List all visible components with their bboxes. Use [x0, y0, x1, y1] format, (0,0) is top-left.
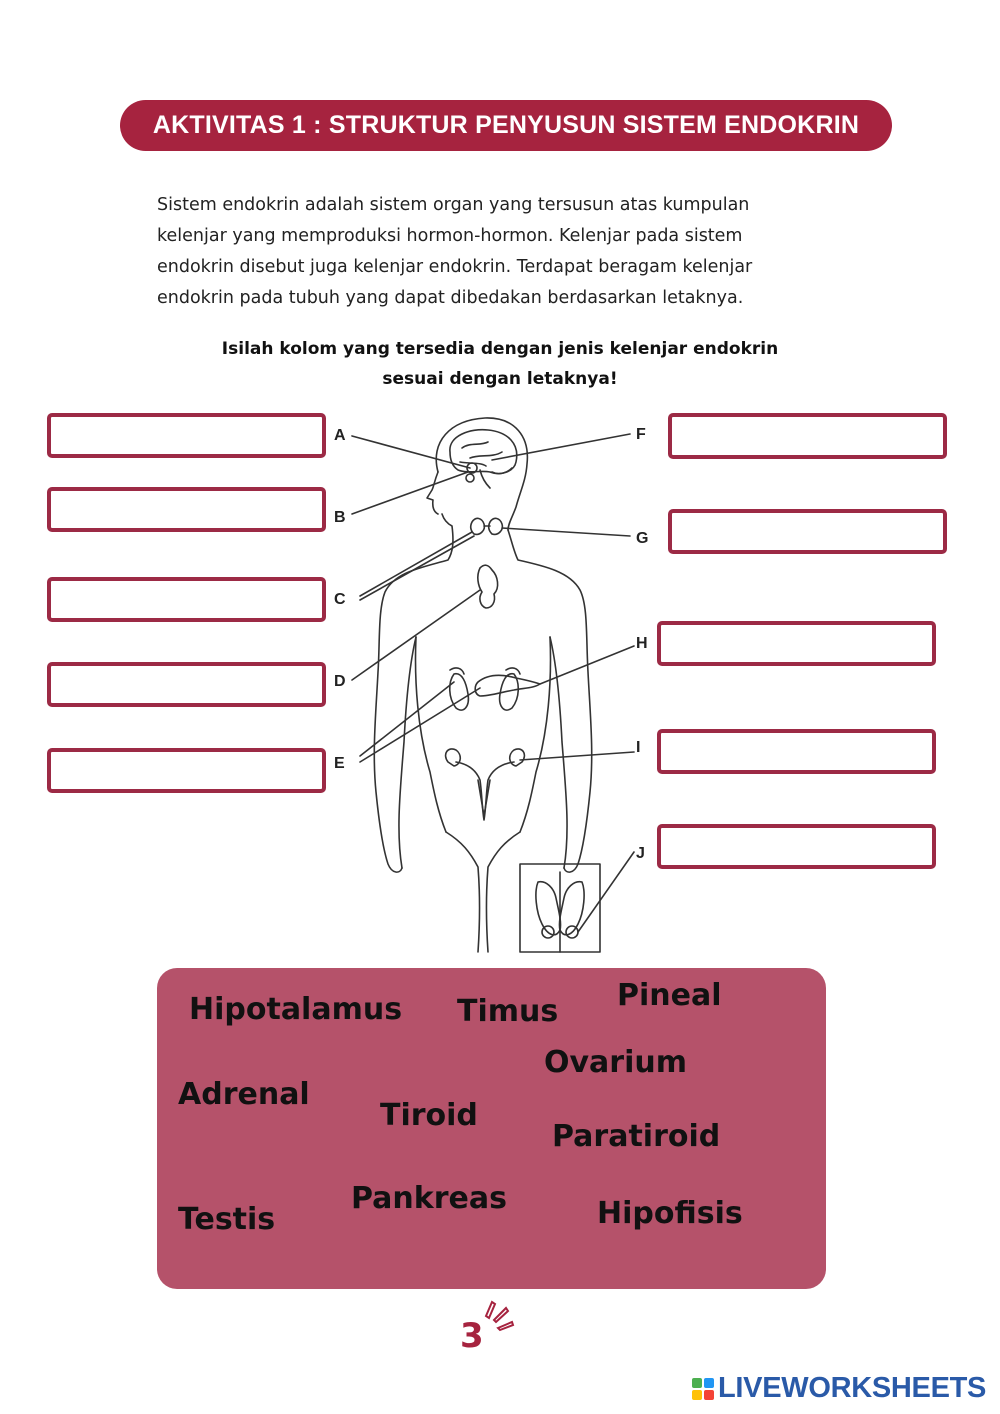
activity-title: AKTIVITAS 1 : STRUKTUR PENYUSUN SISTEM ENDOKRIN [120, 100, 892, 151]
word-pankreas[interactable]: Pankreas [351, 1181, 507, 1216]
answer-box-b[interactable] [47, 487, 326, 532]
instruction-text [190, 334, 810, 394]
intro-line: endokrin disebut juga kelenjar endokrin. Terdapat beragam kelenjar [157, 257, 753, 277]
label-e: E [334, 755, 345, 772]
body-illustration [330, 412, 660, 957]
word-pineal[interactable]: Pineal [617, 978, 722, 1013]
intro-line: Sistem endokrin adalah sistem organ yang tersusun atas kumpulan [157, 195, 750, 215]
word-adrenal[interactable]: Adrenal [178, 1077, 310, 1112]
label-d: D [334, 673, 346, 690]
brand-name: LIVEWORKSHEETS [718, 1372, 987, 1404]
word-paratiroid[interactable]: Paratiroid [552, 1119, 721, 1154]
answer-box-i[interactable] [657, 729, 936, 774]
word-hipofisis[interactable]: Hipofisis [597, 1196, 743, 1231]
label-f: F [636, 426, 646, 443]
word-ovarium[interactable]: Ovarium [544, 1045, 687, 1080]
instruction-line: Isilah kolom yang tersedia dengan jenis kelenjar endokrin [221, 339, 779, 359]
answer-box-j[interactable] [657, 824, 936, 869]
instruction-line: sesuai dengan letaknya! [382, 369, 618, 389]
label-c: C [334, 591, 346, 608]
label-b: B [334, 509, 346, 526]
answer-box-d[interactable] [47, 662, 326, 707]
intro-paragraph [157, 190, 847, 314]
intro-line: endokrin pada tubuh yang dapat dibedakan berdasarkan letaknya. [157, 288, 744, 308]
answer-box-h[interactable] [657, 621, 936, 666]
word-hipotalamus[interactable]: Hipotalamus [189, 992, 403, 1027]
answer-box-f[interactable] [668, 413, 947, 459]
label-a: A [334, 427, 346, 444]
label-j: J [636, 845, 645, 862]
answer-box-g[interactable] [668, 509, 947, 554]
word-timus[interactable]: Timus [457, 994, 559, 1029]
word-tiroid[interactable]: Tiroid [380, 1098, 478, 1133]
intro-line: kelenjar yang memproduksi hormon-hormon. Kelenjar pada sistem [157, 226, 743, 246]
answer-box-c[interactable] [47, 577, 326, 622]
sparkle-icon [480, 1296, 516, 1332]
page-number: 3 [460, 1316, 484, 1356]
word-bank [157, 968, 826, 1289]
endocrine-diagram [330, 412, 660, 957]
label-g: G [636, 530, 649, 547]
word-testis[interactable]: Testis [178, 1202, 276, 1237]
liveworksheets-logo-icon [692, 1378, 714, 1400]
label-h: H [636, 635, 648, 652]
label-i: I [636, 739, 641, 756]
answer-box-e[interactable] [47, 748, 326, 793]
answer-box-a[interactable] [47, 413, 326, 458]
